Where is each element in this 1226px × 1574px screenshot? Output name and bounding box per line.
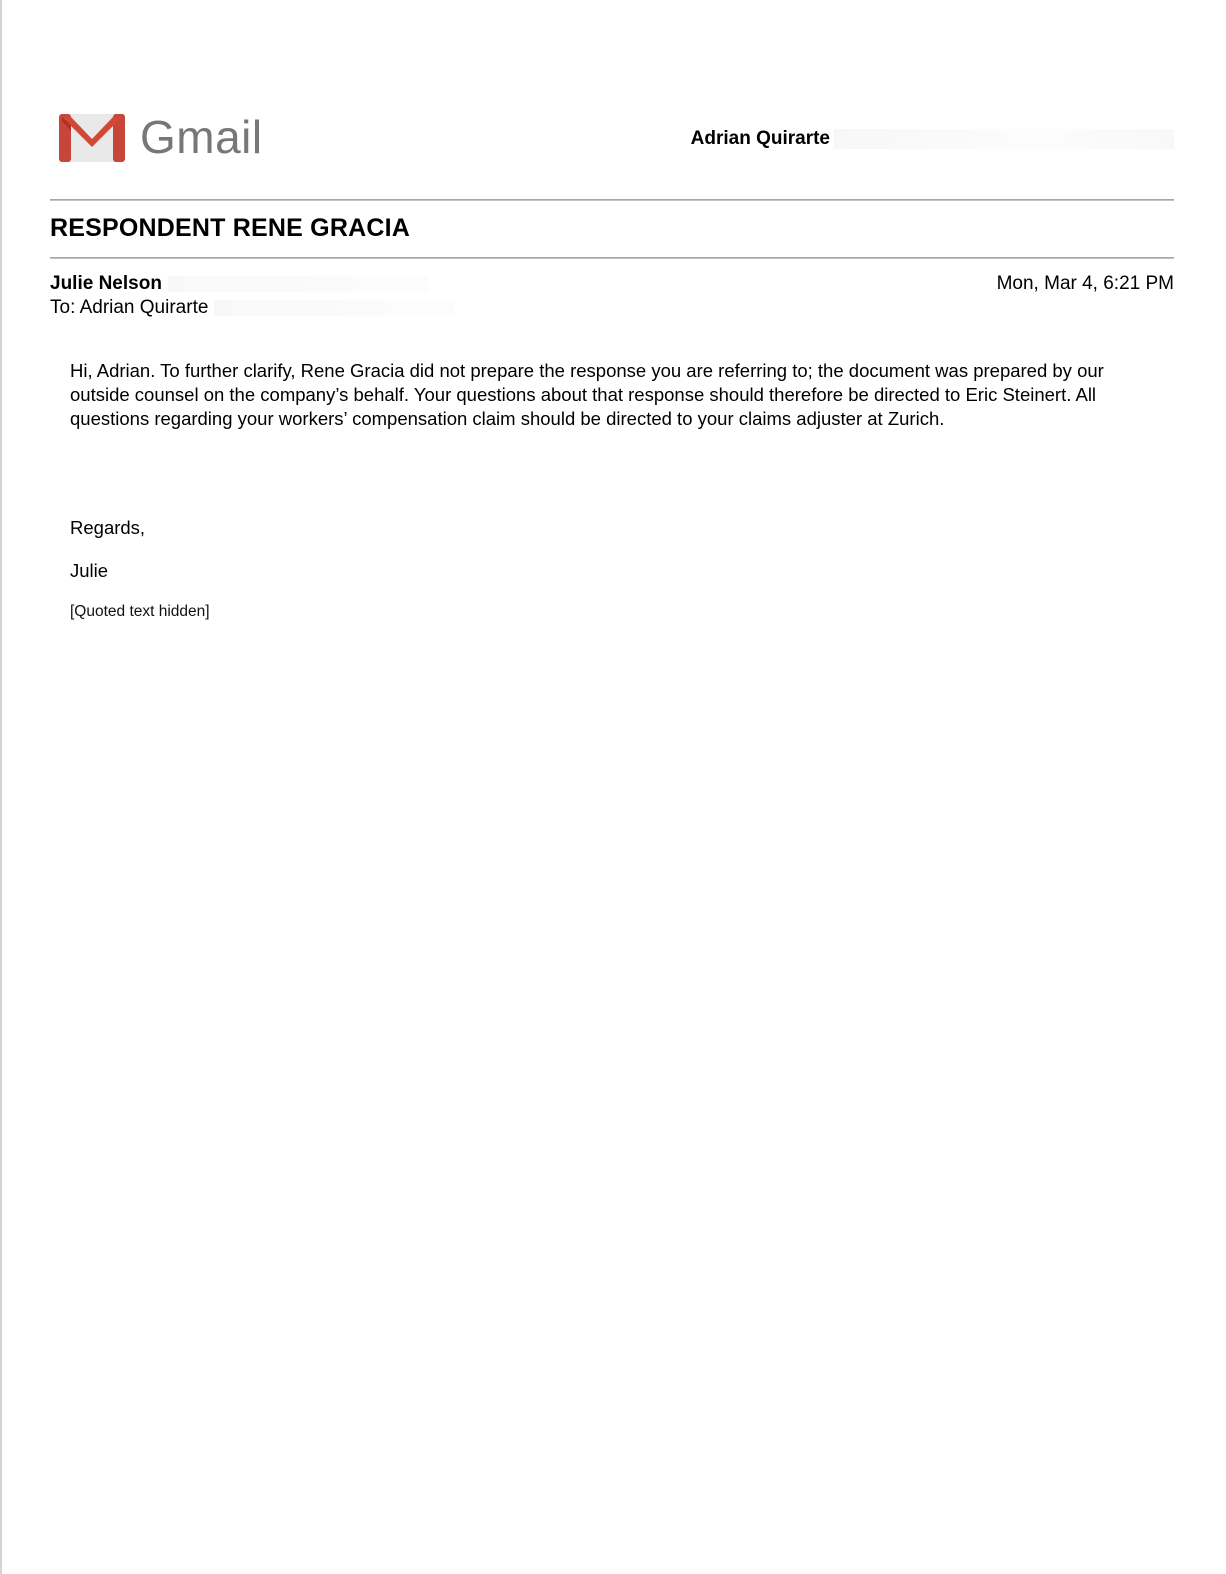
email-body [70,359,1160,431]
closing: Regards, [70,517,146,538]
redacted-recipient-email [214,300,454,316]
gmail-logo[interactable] [58,110,268,164]
quoted-text-hidden[interactable]: [Quoted text hidden] [70,603,210,620]
sent-date: Mon, Mar 4, 6:21 PM [996,273,1174,294]
subject-divider [50,257,1174,259]
gmail-wordmark: Gmail [140,111,263,163]
redacted-sender-email [168,276,428,292]
sender-name: Julie Nelson [50,273,162,294]
account-owner [691,128,1174,150]
header-divider [50,199,1174,201]
sender [50,273,428,295]
signature: Julie [70,560,109,581]
redacted-email [834,129,1174,149]
gmail-envelope-icon [58,111,126,163]
email-subject: RESPONDENT RENE GRACIA [50,214,410,242]
print-header [50,100,1174,180]
body-paragraph: Hi, Adrian. To further clarify, Rene Gracia did not prepare the response you are referring to; the document was prepared by our outside counsel on the company’s behalf. Your questions about that response should therefore be directed to Eric Steinert. All questions regarding your workers’ compensation claim should be directed to your claims adjuster at Zurich. [70,360,1104,429]
account-name: Adrian Quirarte [690,128,830,149]
page-edge [0,0,2,1574]
recipient-line: To: Adrian Quirarte [50,297,209,318]
recipient [50,297,454,319]
